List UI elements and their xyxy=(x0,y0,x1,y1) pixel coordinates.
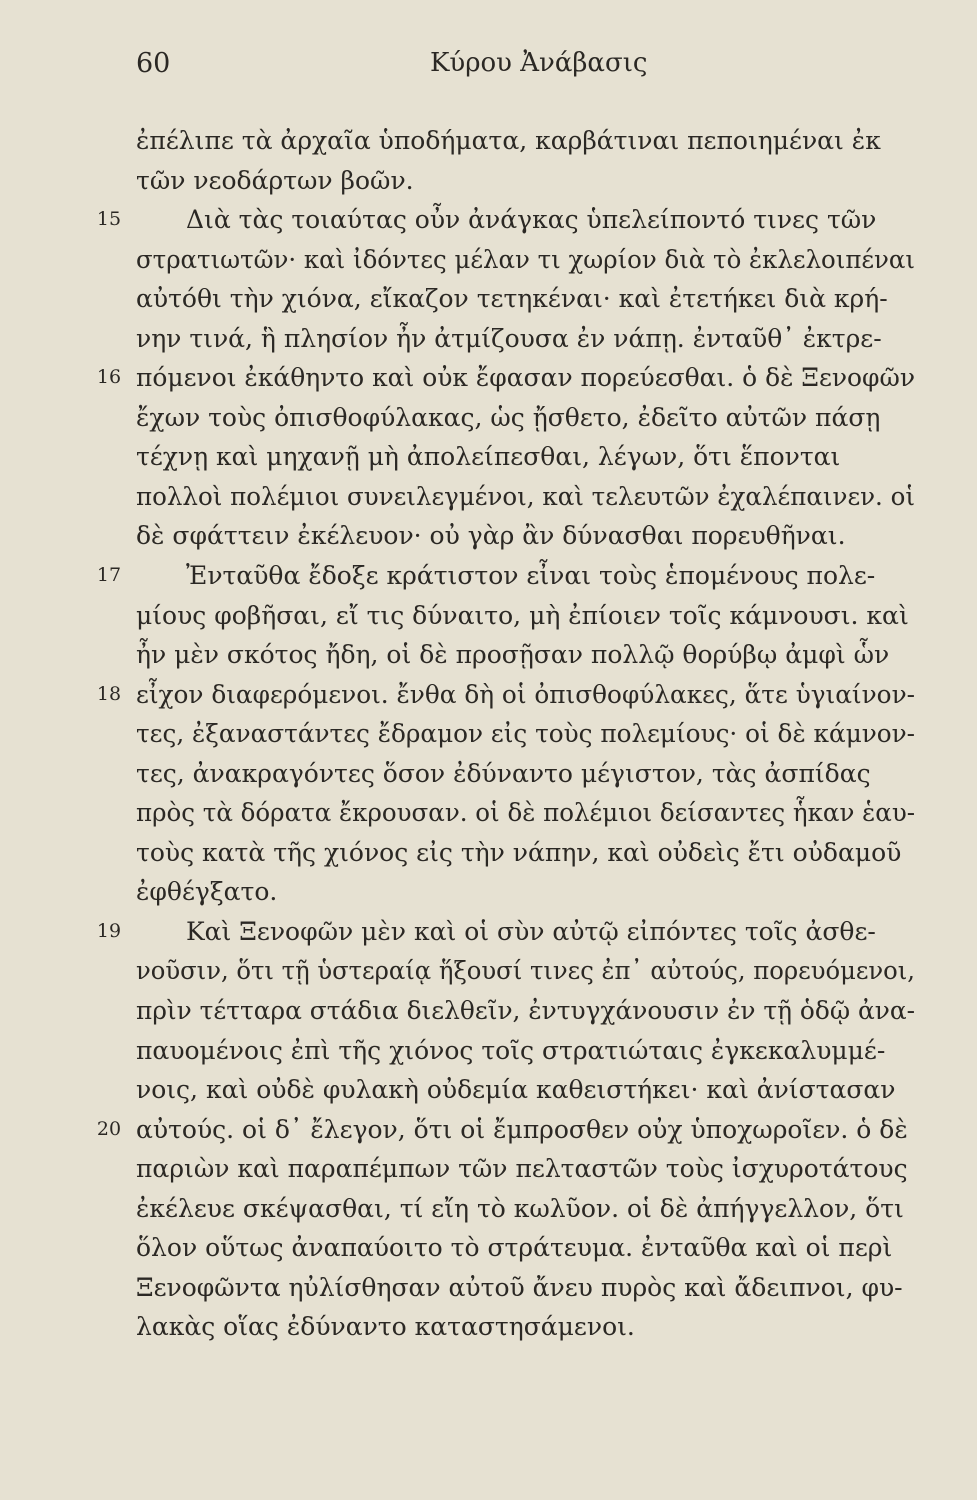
text-line xyxy=(0,556,977,596)
text-line xyxy=(0,161,977,201)
line-text: Ξενοφῶντα ηὐλίσθησαν αὐτοῦ ἄνευ πυρὸς καὶ ἄδειπνοι, φυ- xyxy=(136,1272,903,1302)
line-text: Διὰ τὰς τοιαύτας οὖν ἀνάγκας ὑπελείποντό τινες τῶν xyxy=(186,205,877,235)
section-number: 17 xyxy=(96,564,122,587)
text-line xyxy=(0,477,977,517)
page-header xyxy=(0,48,977,88)
line-text: τῶν νεοδάρτων βοῶν. xyxy=(136,165,414,195)
body-text xyxy=(0,121,977,1347)
line-text: παριὼν καὶ παραπέμπων τῶν πελταστῶν τοὺς ἰσχυροτάτους xyxy=(136,1154,908,1184)
text-line xyxy=(0,596,977,636)
text-line xyxy=(0,1031,977,1071)
text-line xyxy=(0,398,977,438)
text-line xyxy=(0,754,977,794)
text-line xyxy=(0,1110,977,1150)
line-text: μίους φοβῆσαι, εἴ τις δύναιτο, μὴ ἐπίοιεν τοῖς κάμνουσι. καὶ xyxy=(136,600,909,630)
text-line xyxy=(0,279,977,319)
line-text: πόμενοι ἐκάθηντο καὶ οὐκ ἔφασαν πορεύεσθαι. ὁ δὲ Ξενοφῶν xyxy=(136,363,916,393)
text-line xyxy=(0,516,977,556)
text-line xyxy=(0,912,977,952)
line-text: λακὰς οἵας ἐδύναντο καταστησάμενοι. xyxy=(136,1312,635,1342)
line-text: τοὺς κατὰ τῆς χιόνος εἰς τὴν νάπην, καὶ οὐδεὶς ἔτι οὐδαμοῦ xyxy=(136,837,902,867)
line-text: πρὶν τέτταρα στάδια διελθεῖν, ἐντυγχάνουσιν ἐν τῇ ὁδῷ ἀνα- xyxy=(136,996,915,1026)
text-line xyxy=(0,200,977,240)
text-line xyxy=(0,1228,977,1268)
section-number: 16 xyxy=(96,366,122,389)
line-text: νοις, καὶ οὐδὲ φυλακὴ οὐδεμία καθειστήκει· καὶ ἀνίστασαν xyxy=(136,1075,896,1105)
text-line xyxy=(0,951,977,991)
line-text: αὐτούς. οἱ δ᾿ ἔλεγον, ὅτι οἱ ἔμπροσθεν οὐχ ὑποχωροῖεν. ὁ δὲ xyxy=(136,1114,908,1144)
text-line xyxy=(0,121,977,161)
line-text: πολλοὶ πολέμιοι συνειλεγμένοι, καὶ τελευτῶν ἐχαλέπαινεν. οἱ xyxy=(136,481,916,511)
text-line xyxy=(0,793,977,833)
line-text: νοῦσιν, ὅτι τῇ ὑστεραίᾳ ἥξουσί τινες ἐπ᾿ αὐτούς, πορευόμενοι, xyxy=(136,956,916,986)
section-number: 19 xyxy=(96,919,122,942)
line-text: Καὶ Ξενοφῶν μὲν καὶ οἱ σὺν αὐτῷ εἰπόντες τοῖς ἀσθε- xyxy=(186,916,876,946)
text-line xyxy=(0,675,977,715)
line-text: ἐφθέγξατο. xyxy=(136,877,278,907)
line-text: ἔχων τοὺς ὀπισθοφύλακας, ὡς ᾔσθετο, ἐδεῖτο αὐτῶν πάσῃ xyxy=(136,402,881,432)
section-number: 20 xyxy=(96,1117,122,1140)
text-line xyxy=(0,1149,977,1189)
text-line xyxy=(0,358,977,398)
text-line xyxy=(0,1070,977,1110)
text-line xyxy=(0,319,977,359)
line-text: νην τινά, ἣ πλησίον ἦν ἀτμίζουσα ἐν νάπῃ. ἐνταῦθ᾿ ἐκτρε- xyxy=(136,323,882,353)
line-text: τες, ἐξαναστάντες ἔδραμον εἰς τοὺς πολεμίους· οἱ δὲ κάμνον- xyxy=(136,719,916,749)
line-text: ἐκέλευε σκέψασθαι, τί εἴη τὸ κωλῦον. οἱ δὲ ἀπήγγελλον, ὅτι xyxy=(136,1193,904,1223)
line-text: στρατιωτῶν· καὶ ἰδόντες μέλαν τι χωρίον διὰ τὸ ἐκλελοιπέναι xyxy=(136,244,915,274)
line-text: ἐπέλιπε τὰ ἀρχαῖα ὑποδήματα, καρβάτιναι πεποιημέναι ἐκ xyxy=(136,126,881,155)
line-text: ἦν μὲν σκότος ἤδη, οἱ δὲ προσῇσαν πολλῷ θορύβῳ ἀμφὶ ὧν xyxy=(136,640,890,670)
line-text: πρὸς τὰ δόρατα ἔκρουσαν. οἱ δὲ πολέμιοι δείσαντες ἧκαν ἑαυ- xyxy=(136,798,916,828)
line-text: δὲ σφάττειν ἐκέλευον· οὐ γὰρ ἂν δύνασθαι πορευθῆναι. xyxy=(136,521,846,551)
text-line xyxy=(0,240,977,280)
running-title: Κύρου Ἀνάβασις xyxy=(430,48,648,78)
section-number: 18 xyxy=(96,682,122,705)
line-text: τες, ἀνακραγόντες ὅσον ἐδύναντο μέγιστον, τὰς ἀσπίδας xyxy=(136,758,871,788)
line-text: εἶχον διαφερόμενοι. ἔνθα δὴ οἱ ὀπισθοφύλακες, ἅτε ὑγιαίνον- xyxy=(136,679,916,709)
text-line xyxy=(0,714,977,754)
line-text: τέχνῃ καὶ μηχανῇ μὴ ἀπολείπεσθαι, λέγων, ὅτι ἕπονται xyxy=(136,442,841,472)
text-line xyxy=(0,437,977,477)
text-line xyxy=(0,833,977,873)
text-line xyxy=(0,1268,977,1308)
page-number: 60 xyxy=(136,48,171,79)
line-text: αὐτόθι τὴν χιόνα, εἴκαζον τετηκέναι· καὶ ἐτετήκει διὰ κρή- xyxy=(136,284,888,314)
text-line xyxy=(0,872,977,912)
text-line xyxy=(0,1189,977,1229)
line-text: παυομένοις ἐπὶ τῆς χιόνος τοῖς στρατιώταις ἐγκεκαλυμμέ- xyxy=(136,1035,886,1065)
text-line xyxy=(0,635,977,675)
line-text: ὅλον οὕτως ἀναπαύοιτο τὸ στράτευμα. ἐνταῦθα καὶ οἱ περὶ xyxy=(136,1233,893,1263)
line-text: Ἐνταῦθα ἔδοξε κράτιστον εἶναι τοὺς ἑπομένους πολε- xyxy=(186,561,876,591)
section-number: 15 xyxy=(96,208,122,231)
text-line xyxy=(0,991,977,1031)
text-line xyxy=(0,1307,977,1347)
